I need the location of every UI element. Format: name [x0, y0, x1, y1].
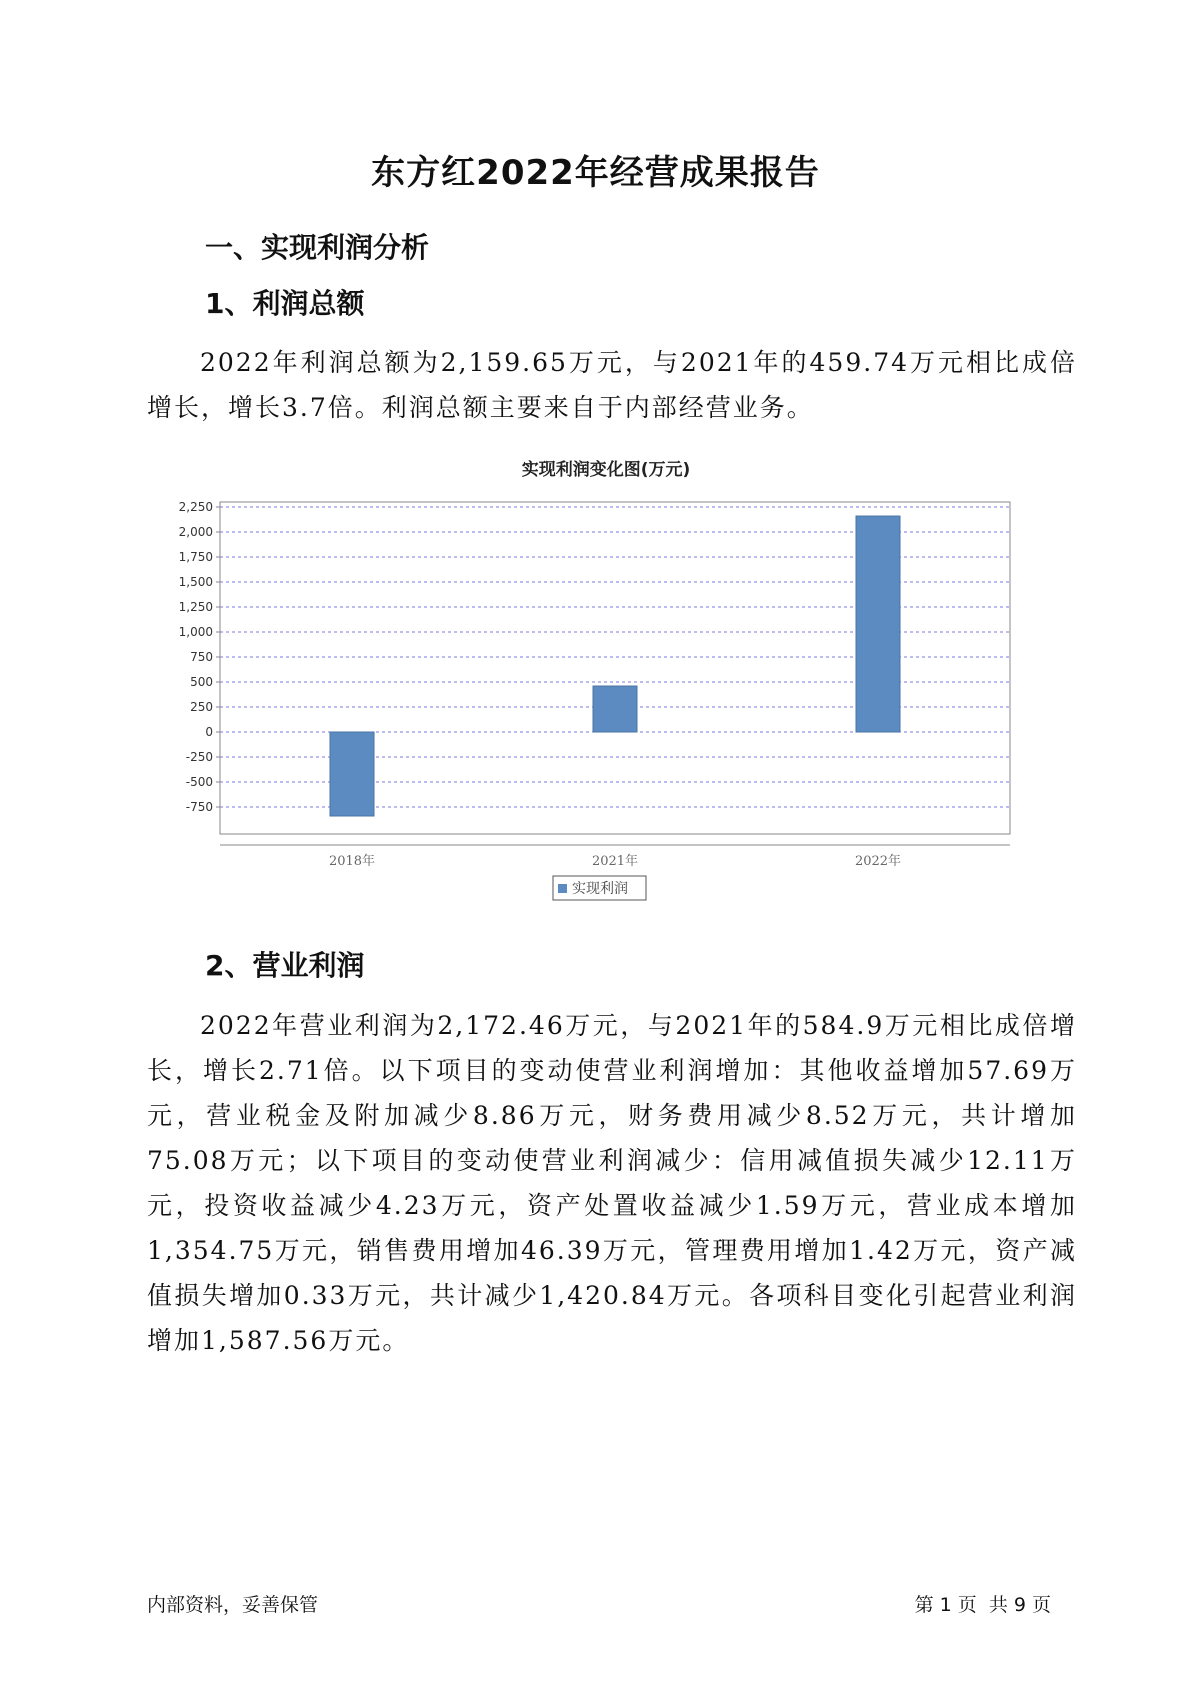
subsection-heading-operating-profit: 2、营业利润 — [205, 949, 365, 982]
chart-y-axis — [179, 500, 220, 814]
bar-1 — [593, 686, 637, 732]
footer-confidential-note: 内部资料，妥善保管 — [147, 1594, 319, 1616]
y-tick-label: 1,750 — [178, 550, 213, 564]
chart-legend — [553, 876, 646, 900]
y-tick-label: 1,000 — [178, 625, 213, 639]
legend-label: 实现利润 — [572, 881, 628, 897]
bar-2 — [856, 516, 900, 732]
y-tick-label: 500 — [190, 675, 213, 689]
document-title: 东方红2022年经营成果报告 — [371, 153, 820, 193]
y-tick-label: -750 — [185, 800, 213, 814]
section-heading-profit-analysis: 一、实现利润分析 — [205, 231, 430, 264]
y-tick-label: 0 — [205, 725, 213, 739]
y-tick-label: 2,000 — [178, 525, 213, 539]
y-tick-label: 250 — [190, 700, 213, 714]
y-tick-label: 1,250 — [178, 600, 213, 614]
legend-swatch — [558, 884, 567, 893]
y-tick-label: 2,250 — [178, 500, 213, 514]
y-tick-label: 1,500 — [178, 575, 213, 589]
paragraph-total-profit: 2022年利润总额为2,159.65万元，与2021年的459.74万元相比成倍增长，增长3.7倍。利润总额主要来自于内部经营业务。 — [147, 348, 1077, 422]
chart-title: 实现利润变化图(万元) — [521, 460, 691, 480]
y-tick-label: 750 — [190, 650, 213, 664]
y-tick-label: -500 — [185, 775, 213, 789]
chart-x-axis — [329, 853, 901, 869]
x-tick-label: 2022年 — [854, 854, 902, 869]
paragraph-operating-profit: 2022年营业利润为2,172.46万元，与2021年的584.9万元相比成倍增长，增长2.71倍。以下项目的变动使营业利润增加：其他收益增加57.69万元，营业税金及附加减少8.86万元，财务费用减少8.52万元，共计增加75.08万元；以下项目的变动使营业利润减少：信用减值损失减少12.11万元，投资收益减少4.23万元，资产处置收益减少1.59万元，营业成本增加1,354.75万元，销售费用增加46.39万元，管理费用增加1.42万元，资产减值损失增加0.33万元，共计减少1,420.84万元。各项科目变化引起营业利润增加1,587.56万元。 — [147, 1011, 1077, 1355]
subsection-heading-total-profit: 1、利润总额 — [205, 287, 365, 320]
x-tick-label: 2018年 — [328, 854, 376, 869]
x-tick-label: 2021年 — [591, 854, 639, 869]
y-tick-label: -250 — [185, 750, 213, 764]
profit-bar-chart — [0, 455, 1191, 925]
bar-0 — [330, 732, 374, 816]
footer-page-number: 第 1 页 共 9 页 — [914, 1594, 1051, 1616]
